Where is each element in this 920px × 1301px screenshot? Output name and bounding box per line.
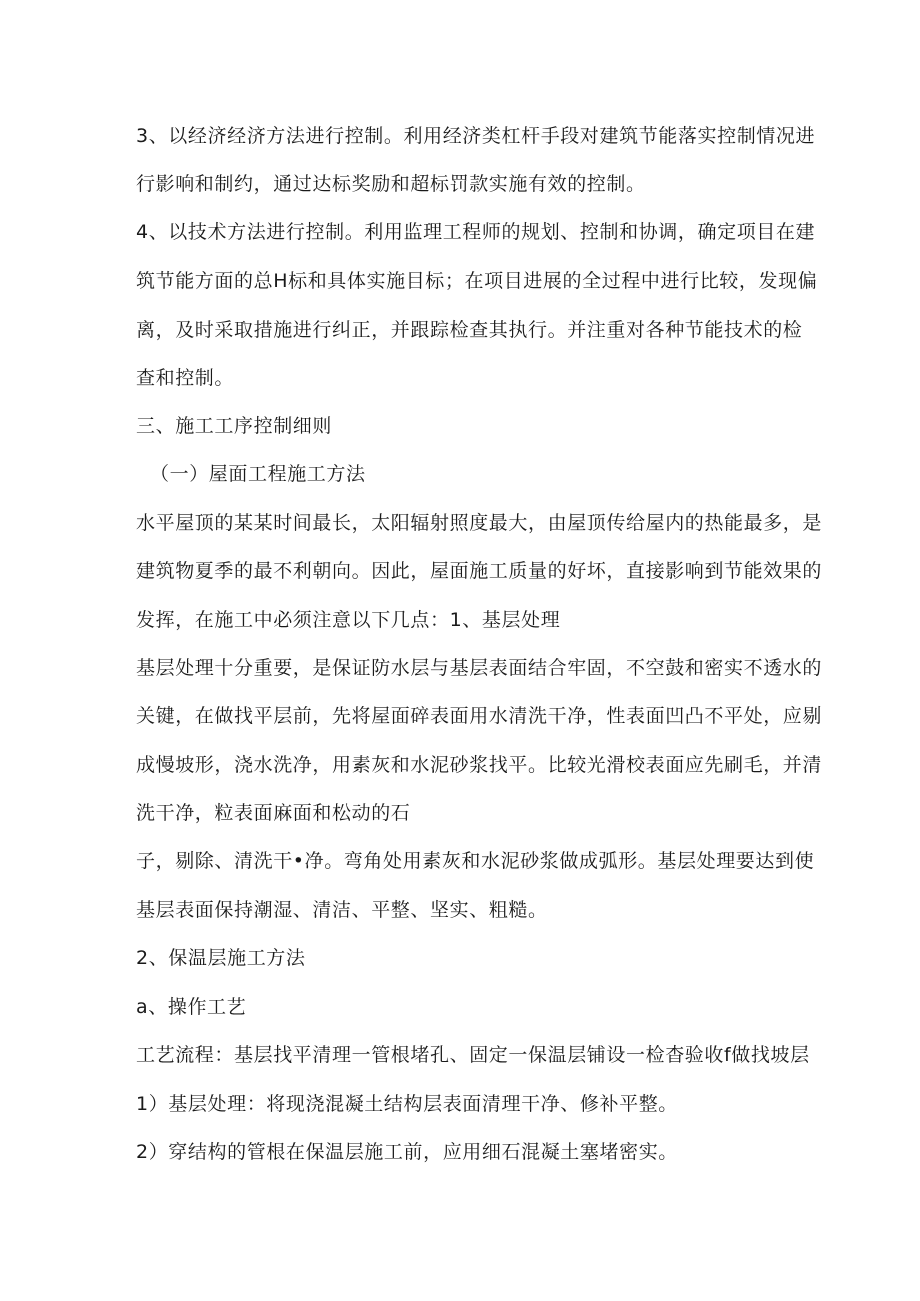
text-line: 子，剔除、清洗干•净。弯角处用素灰和水泥砂浆做成弧形。基层处理要达到使 — [136, 850, 815, 872]
text-line: 筑节能方面的总H标和具体实施目标；在项目进展的全过程中进行比较，发现偏 — [136, 270, 818, 292]
text-line: 洗干净，粒表面麻面和松动的石 — [136, 802, 411, 824]
text-line: 查和控制。 — [136, 367, 235, 389]
subsection-heading: a、操作工艺 — [136, 996, 247, 1018]
subsection-heading: 2、保温层施工方法 — [136, 947, 306, 969]
text-line: 行影响和制约，通过达标奖励和超标罚款实施有效的控制。 — [136, 173, 646, 195]
text-line: 成慢坡形，浇水洗净，用素灰和水泥砂浆找平。比较光滑校表面应先刷毛，并清 — [136, 754, 823, 776]
text-line: 建筑物夏季的最不利朝向。因此，屋面施工质量的好坏，直接影响到节能效果的 — [136, 560, 823, 582]
section-heading: 三、施工工序控制细则 — [136, 415, 333, 437]
subsection-heading: （一）屋面工程施工方法 — [150, 463, 366, 485]
text-line: 4、以技术方法进行控制。利用监理工程师的规划、控制和协调，确定项目在建 — [136, 221, 816, 243]
text-line: 离，及时采取措施进行纠正，并跟踪检查其执行。并注重对各种节能技术的检 — [136, 319, 803, 341]
text-line: 发挥，在施工中必须注意以下几点：1、基层处理 — [136, 609, 561, 631]
text-line: 1）基层处理：将现浇混凝土结构层表面清理干净、修补平整。 — [136, 1093, 678, 1115]
text-line: 3、以经济经济方法进行控制。利用经济类杠杆手段对建筑节能落实控制情况进 — [136, 125, 816, 147]
text-line: 基层处理十分重要，是保证防水层与基层表面结合牢固，不空鼓和密实不透水的 — [136, 657, 823, 679]
text-line: 2）穿结构的管根在保温层施工前，应用细石混凝土塞堵密实。 — [136, 1141, 678, 1163]
text-line: 基层表面保持潮湿、清洁、平整、坚实、粗糙。 — [136, 899, 548, 921]
text-line: 水平屋顶的某某时间最长，太阳辐射照度最大，由屋顶传给屋内的热能最多，是 — [136, 512, 823, 534]
text-line: 关键，在做找平层前，先将屋面碎表面用水清洗干净，性表面凹凸不平处，应剔 — [136, 705, 823, 727]
text-line: 工艺流程：基层找平清理一管根堵孔、固定一保温层铺设一检杳验收f做找坡层 — [136, 1044, 810, 1066]
